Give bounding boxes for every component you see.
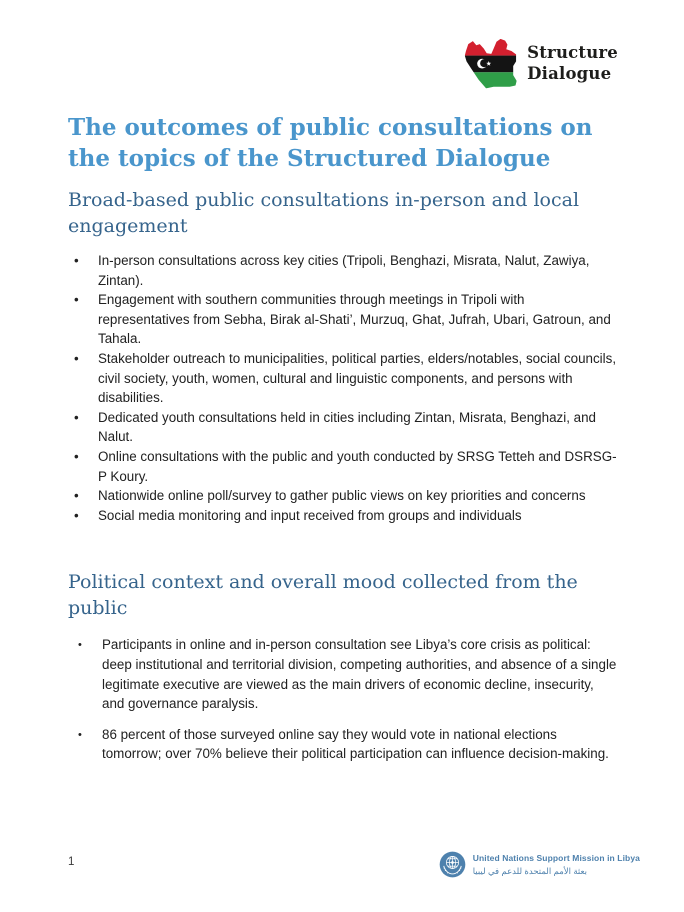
section-political-context — [68, 569, 617, 764]
bullet-item: • Online consultations with the public and youth conducted by SRSG Tetteh and DSRSG-P Koury. — [68, 447, 617, 486]
bullet-item: • Social media monitoring and input received from groups and individuals — [68, 506, 617, 526]
bullet-item: • Stakeholder outreach to municipalities, political parties, elders/notables, social councils, civil society, youth, women, cultural and linguistic components, and persons with disabilities. — [68, 349, 617, 408]
logo-line2: Dialogue — [527, 63, 612, 83]
bullet-item: • Participants in online and in-person consultation see Libya’s core crisis as political: deep institutional and territorial division, competing authorities, and absence of a single legitimate executive are viewed as the main drivers of economic decline, insecurity, and governance paralysis. — [68, 635, 617, 713]
mission-name — [473, 852, 640, 877]
bullet-item: • Engagement with southern communities through meetings in Tripoli with representatives from Sebha, Birak al-Shati’, Murzuq, Ghat, Jufrah, Ubari, Gatroun, and Tahala. — [68, 290, 617, 349]
bullet-item: • 86 percent of those surveyed online say they would vote in national elections tomorrow; over 70% believe their political participation can influence decision-making. — [68, 725, 617, 764]
structure-dialogue-logo — [460, 36, 618, 89]
mission-name-english: United Nations Support Mission in Libya — [472, 853, 640, 863]
bullet-item: • Dedicated youth consultations held in cities including Zintan, Misrata, Benghazi, and Nalut. — [68, 408, 617, 447]
logo-wordmark — [527, 42, 618, 84]
mission-name-arabic: بعثة الأمم المتحدة للدعم في ليبيا — [472, 866, 587, 876]
bullet-item: • In-person consultations across key cities (Tripoli, Benghazi, Misrata, Nalut, Zawiya, Zintan). — [68, 251, 617, 290]
libya-flag-map-icon — [460, 36, 518, 89]
document-body — [68, 112, 617, 775]
bullet-list-consultations — [68, 251, 617, 525]
page-number: 1 — [68, 856, 75, 868]
logo-line1: Structure — [527, 42, 618, 62]
bullet-item: • Nationwide online poll/survey to gather public views on key priorities and concerns — [68, 486, 617, 506]
section-heading-political-context: Political context and overall mood collected from the public — [68, 571, 578, 620]
document-title: The outcomes of public consultations on the topics of the Structured Dialogue — [68, 114, 593, 172]
section-heading-consultations: Broad-based public consultations in-person and local engagement — [68, 189, 580, 237]
bullet-list-political-context — [68, 635, 617, 764]
un-emblem-icon — [439, 851, 466, 878]
unsmil-footer-logo — [439, 851, 640, 878]
section-consultations — [68, 187, 617, 525]
